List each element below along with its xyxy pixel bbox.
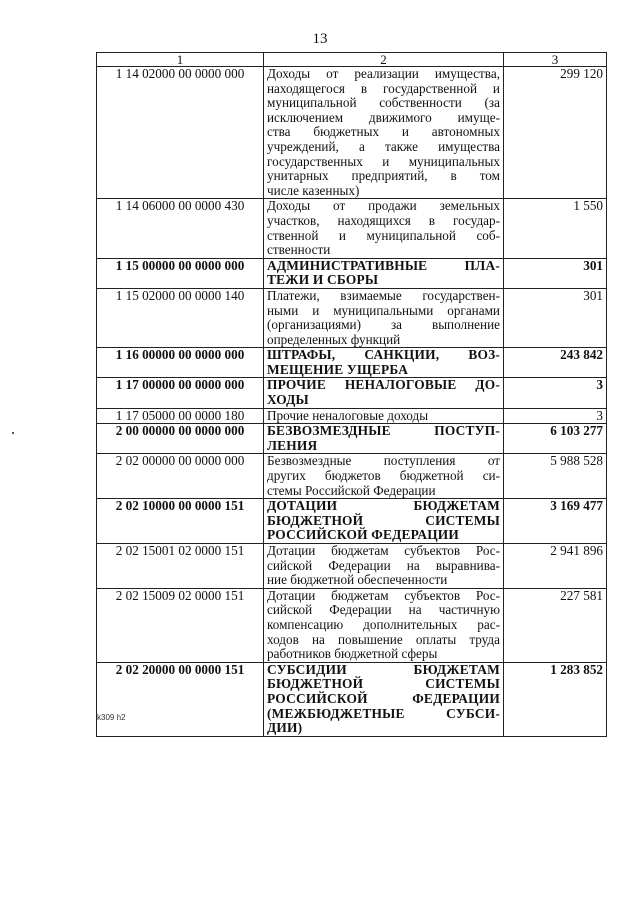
row-amount: 1 283 852 (504, 662, 607, 736)
row-name-line: ЛЕНИЯ (267, 437, 318, 453)
row-name-line: БЮДЖЕТНОЙ СИСТЕМЫ (267, 676, 500, 692)
row-name-line: ственности (267, 242, 331, 258)
row-name (264, 588, 504, 662)
row-name-line: Платежи, взимаемые государствен- (267, 287, 500, 303)
row-name-line: ние бюджетной обеспеченности (267, 572, 448, 588)
row-amount: 243 842 (504, 348, 607, 378)
row-name-line: ПРОЧИЕ НЕНАЛОГОВЫЕ ДО- (267, 377, 500, 393)
row-name-line: СУБСИДИИ БЮДЖЕТАМ (267, 661, 500, 677)
row-name (264, 424, 504, 454)
row-name-line: находящегося в государственной и (267, 80, 500, 96)
row-name-line: муниципальной собственности (за (267, 95, 500, 111)
table-row (97, 288, 607, 347)
row-amount: 6 103 277 (504, 424, 607, 454)
table-row (97, 454, 607, 499)
table-row (97, 499, 607, 544)
row-name-line: стемы Российской Федерации (267, 482, 436, 498)
row-amount: 5 988 528 (504, 454, 607, 499)
row-name (264, 454, 504, 499)
margin-mark (12, 432, 14, 434)
row-name-line: Безвозмездные поступления от (267, 453, 500, 469)
column-header-name: 2 (264, 53, 504, 67)
row-amount: 301 (504, 288, 607, 347)
row-code: 2 02 00000 00 0000 000 (97, 454, 264, 499)
row-name-line: Доходы от реализации имущества, (267, 66, 500, 81)
row-name-line: сийской Федерации на выравнива- (267, 557, 500, 573)
revenue-table (96, 52, 607, 737)
row-name (264, 662, 504, 736)
row-name-line: определенных функций (267, 331, 401, 347)
row-name-line: унитарных предприятий, в том (267, 168, 500, 184)
column-header-code: 1 (97, 53, 264, 67)
row-name-line: других бюджетов бюджетной си- (267, 468, 500, 484)
table-row (97, 378, 607, 408)
row-name-line: ходов на повышение оплаты труда (267, 631, 500, 647)
table-row (97, 258, 607, 288)
row-code: 1 14 06000 00 0000 430 (97, 199, 264, 258)
row-name-line: работников бюджетной сферы (267, 646, 438, 662)
row-code: 1 16 00000 00 0000 000 (97, 348, 264, 378)
row-name-line: учреждений, а также имущества (267, 138, 500, 154)
row-name-line: исключением движимого имуще- (267, 109, 500, 125)
row-name-line: БЕЗВОЗМЕЗДНЫЕ ПОСТУП- (267, 423, 500, 439)
row-name-line: (организациями) за выполнение (267, 317, 500, 333)
row-name-line: компенсацию дополнительных рас- (267, 616, 500, 632)
row-amount: 2 941 896 (504, 544, 607, 589)
row-code: 2 02 20000 00 0000 151 (97, 662, 264, 736)
row-name (264, 544, 504, 589)
table-row (97, 544, 607, 589)
table-row (97, 662, 607, 736)
row-name-line: (МЕЖБЮДЖЕТНЫЕ СУБСИ- (267, 705, 500, 721)
row-code: 1 17 05000 00 0000 180 (97, 408, 264, 424)
row-name-line: ТЕЖИ И СБОРЫ (267, 272, 379, 288)
table-header-row (97, 53, 607, 67)
row-name (264, 348, 504, 378)
row-name-line: ШТРАФЫ, САНКЦИИ, ВОЗ- (267, 347, 500, 363)
row-name-line: ДОТАЦИИ БЮДЖЕТАМ (267, 498, 500, 514)
row-code: 2 02 15009 02 0000 151 (97, 588, 264, 662)
row-name-line: ства бюджетных и автономных (267, 124, 500, 140)
row-name-line: числе казенных) (267, 182, 360, 198)
row-name (264, 67, 504, 199)
row-name-line: ными и муниципальными органами (267, 302, 500, 318)
table-row (97, 588, 607, 662)
row-amount: 227 581 (504, 588, 607, 662)
row-name-line: ственной и муниципальной соб- (267, 227, 500, 243)
footer-code: k309 h2 (97, 713, 126, 722)
row-code: 2 00 00000 00 0000 000 (97, 424, 264, 454)
row-name-line: БЮДЖЕТНОЙ СИСТЕМЫ (267, 512, 500, 528)
row-code: 1 15 02000 00 0000 140 (97, 288, 264, 347)
table-body (97, 67, 607, 737)
row-name (264, 258, 504, 288)
row-amount: 1 550 (504, 199, 607, 258)
table-row (97, 424, 607, 454)
row-name-line: государственных и муниципальных (267, 153, 500, 169)
row-name-line: сийской Федерации на частичную (267, 602, 500, 618)
row-name (264, 378, 504, 408)
column-header-amount: 3 (504, 53, 607, 67)
table-row (97, 348, 607, 378)
row-name (264, 408, 504, 424)
page-number: 13 (312, 31, 328, 47)
row-name-line: участков, находящихся в государ- (267, 212, 500, 228)
row-name (264, 499, 504, 544)
row-amount: 3 169 477 (504, 499, 607, 544)
row-amount: 301 (504, 258, 607, 288)
row-name-line: МЕЩЕНИЕ УЩЕРБА (267, 361, 409, 377)
row-name (264, 288, 504, 347)
row-code: 1 17 00000 00 0000 000 (97, 378, 264, 408)
row-amount: 3 (504, 378, 607, 408)
row-name-line: ХОДЫ (267, 392, 309, 408)
row-name-line: Прочие неналоговые доходы (267, 407, 429, 423)
table-row (97, 67, 607, 199)
row-code: 1 14 02000 00 0000 000 (97, 67, 264, 199)
row-name-line: ДИИ) (267, 720, 303, 736)
row-code: 2 02 10000 00 0000 151 (97, 499, 264, 544)
row-code: 2 02 15001 02 0000 151 (97, 544, 264, 589)
row-name-line: Дотации бюджетам субъектов Рос- (267, 543, 500, 558)
row-name-line: РОССИЙСКОЙ ФЕДЕРАЦИИ (267, 690, 500, 706)
row-name (264, 199, 504, 258)
row-code: 1 15 00000 00 0000 000 (97, 258, 264, 288)
row-name-line: Доходы от продажи земельных (267, 198, 500, 214)
table-row (97, 408, 607, 424)
row-name-line: РОССИЙСКОЙ ФЕДЕРАЦИИ (267, 527, 460, 543)
row-amount: 299 120 (504, 67, 607, 199)
row-amount: 3 (504, 408, 607, 424)
row-name-line: Дотации бюджетам субъектов Рос- (267, 587, 500, 603)
table-row (97, 199, 607, 258)
row-name-line: АДМИНИСТРАТИВНЫЕ ПЛА- (267, 257, 500, 273)
